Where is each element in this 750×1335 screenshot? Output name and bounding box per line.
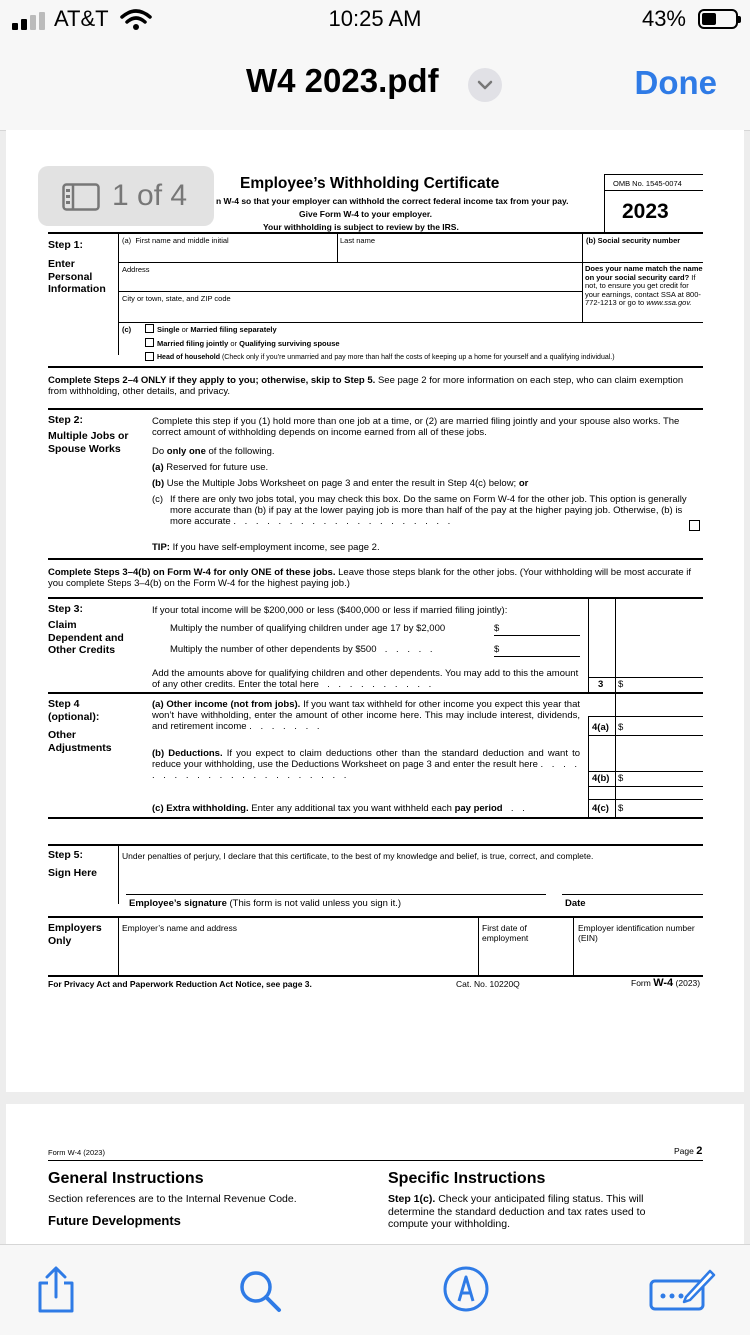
- battery-percentage: 43%: [641, 6, 686, 31]
- step3-intro: If your total income will be $200,000 or less ($400,000 or less if married filing jointly):: [152, 605, 508, 616]
- step2-option-c-label: (c): [152, 494, 164, 505]
- pdf-page-1[interactable]: [6, 130, 744, 1092]
- city-field-label: City or town, state, and ZIP code: [122, 294, 231, 303]
- ssn-note: Does your name match the name on your social security card? If not, to ensure you get credit for your earnings, contact SSA at 800-772-1213 or go to www.ssa.gov.: [585, 264, 703, 307]
- step1c-instructions: Step 1(c). Check your anticipated filing status. This will determine the standard deduction and tax rates used to compute your withholding.: [388, 1193, 646, 1230]
- privacy-notice: For Privacy Act and Paperwork Reduction Act Notice, see page 3.: [48, 979, 312, 989]
- step4-c-text: (c) Extra withholding. Enter any additional tax you want withheld each pay period . .: [152, 803, 528, 814]
- step2-option-a: (a) Reserved for future use.: [152, 462, 269, 473]
- married-jointly-option-label: Married filing jointly or Qualifying surviving spouse: [157, 339, 340, 348]
- step2-do-only-one: Do only one of the following.: [152, 446, 275, 457]
- title-menu-button[interactable]: [468, 68, 502, 102]
- step3-box-number: 3: [598, 679, 604, 690]
- form-fill-icon[interactable]: [648, 1267, 716, 1313]
- form-footer-id: Form W-4 (2023): [631, 977, 701, 989]
- step4a-box-number: 4(a): [592, 722, 609, 733]
- step4a-dollar[interactable]: $: [618, 722, 624, 733]
- step4b-box-number: 4(b): [592, 773, 610, 784]
- single-checkbox[interactable]: [145, 324, 154, 333]
- page2-page-number: Page 2: [674, 1145, 703, 1157]
- ssn-field-label: (b) Social security number: [586, 236, 681, 245]
- step1-label: Step 1:: [48, 239, 84, 251]
- page2-form-label: Form W-4 (2023): [48, 1148, 105, 1157]
- step4b-dollar[interactable]: $: [618, 773, 624, 784]
- steps-3-4b-instruction: Complete Steps 3–4(b) on Form W-4 for only ONE of these jobs. Leave those steps blank for the other jobs. (Your withholding will be most accurate if you complete Steps 3–4(b) on the Form W-4 for the highest paying job.): [48, 567, 692, 589]
- steps-2-4-instruction: Complete Steps 2–4 ONLY if they apply to you; otherwise, skip to Step 5. See page 2 for more information on each step, who can claim exemption from withholding, other details, and privacy.: [48, 375, 684, 397]
- chevron-down-icon: [468, 68, 502, 102]
- carrier-name: AT&T: [54, 6, 109, 31]
- pdf-page-2[interactable]: [6, 1104, 744, 1244]
- step5-label: Step 5:: [48, 849, 84, 861]
- step3-children-dollar: $: [494, 623, 500, 634]
- step2-intro: Complete this step if you (1) hold more than one job at a time, or (2) are married filing jointly and your spouse also works. The correct amount of withholding depends on income earned from all of these jobs.: [152, 416, 680, 438]
- step3-total-instruction: Add the amounts above for qualifying children and other dependents. You may add to this the amount of any other credits. Enter the total here . . . . . . . . . .: [152, 668, 579, 690]
- head-of-household-option-label: Head of household (Check only if you’re unmarried and pay more than half the costs of keeping up a home for yourself and a qualifying individual.): [157, 354, 615, 361]
- step2-tip: TIP: If you have self-employment income, see page 2.: [152, 542, 380, 553]
- single-option-label: Single or Married filing separately: [157, 325, 277, 334]
- done-button[interactable]: Done: [634, 64, 717, 101]
- signature-date-label[interactable]: Date: [565, 898, 586, 909]
- address-field-label: Address: [122, 265, 150, 274]
- battery-icon: [698, 9, 738, 29]
- status-bar: [0, 0, 750, 40]
- employers-only-title: Employers Only: [48, 922, 102, 947]
- markup-icon[interactable]: [442, 1265, 490, 1313]
- first-name-field-label: First name and middle initial: [135, 236, 229, 245]
- employee-signature-label[interactable]: Employee’s signature (This form is not valid unless you sign it.): [129, 898, 402, 909]
- married-jointly-checkbox[interactable]: [145, 338, 154, 347]
- document-title[interactable]: W4 2023.pdf: [246, 62, 439, 99]
- form-subtitle-3: Your withholding is subject to review by the IRS.: [263, 222, 459, 232]
- step3-title: Claim Dependent and Other Credits: [48, 619, 124, 656]
- two-jobs-checkbox[interactable]: [689, 520, 700, 531]
- step3-dependents-dollar: $: [494, 644, 500, 655]
- step3-total-dollar[interactable]: $: [618, 679, 624, 690]
- navigation-bar: [0, 40, 750, 131]
- step2-option-b: (b) Use the Multiple Jobs Worksheet on page 3 and enter the result in Step 4(c) below; or: [152, 478, 529, 489]
- step4c-dollar[interactable]: $: [618, 803, 624, 814]
- general-instructions-heading: General Instructions: [48, 1170, 204, 1187]
- step3-children-line: Multiply the number of qualifying children under age 17 by $2,000: [170, 623, 446, 634]
- step1-title: Enter Personal Information: [48, 258, 106, 295]
- clock: 10:25 AM: [328, 6, 422, 31]
- employer-name-field-label: Employer’s name and address: [122, 923, 237, 933]
- page-indicator[interactable]: [38, 166, 214, 226]
- step4-b-text: (b) Deductions. If you expect to claim deductions other than the standard deduction and want to reduce your withholding, use the Deductions Worksheet on page 3 and enter the result here . . . . . . . . . . . . . . . . . . . . . .: [152, 748, 581, 781]
- omb-number: OMB No. 1545-0074: [613, 179, 682, 188]
- page-indicator-label: 1 of 4: [112, 179, 188, 212]
- form-title: Employee’s Withholding Certificate: [240, 175, 500, 192]
- bottom-toolbar: [0, 1244, 750, 1335]
- thumbnails-icon: [62, 183, 100, 211]
- step3-label: Step 3:: [48, 603, 84, 615]
- ein-field-label: Employer identification number (EIN): [578, 923, 695, 943]
- form-subtitle-1: n W-4 so that your employer can withhold the correct federal income tax from your pay.: [216, 196, 569, 206]
- step4c-box-number: 4(c): [592, 803, 609, 814]
- step2-title: Multiple Jobs or Spouse Works: [48, 430, 129, 455]
- first-date-field-label: First date of employment: [482, 923, 529, 943]
- specific-instructions-heading: Specific Instructions: [388, 1170, 546, 1187]
- last-name-field-label: Last name: [340, 236, 376, 245]
- head-of-household-checkbox[interactable]: [145, 352, 154, 361]
- step1-c-label: (c): [122, 325, 132, 334]
- step1-a-label: (a): [122, 236, 132, 245]
- general-instructions-text: Section references are to the Internal Revenue Code.: [48, 1193, 297, 1205]
- step2-option-c: If there are only two jobs total, you may check this box. Do the same on Form W-4 for the other job. This option is generally more accurate than (b) if pay at the lower paying job is more than half of the pay at the higher paying job. Otherwise, (b) is more accurate . . . . . . . . . . . . . . . . . . . .: [170, 494, 687, 527]
- search-icon[interactable]: [236, 1267, 284, 1315]
- catalog-number: Cat. No. 10220Q: [456, 979, 520, 989]
- step4-title: Other Adjustments: [48, 729, 112, 754]
- perjury-statement: Under penalties of perjury, I declare that this certificate, to the best of my knowledge and belief, is true, correct, and complete.: [122, 851, 594, 861]
- form-subtitle-2: Give Form W-4 to your employer.: [299, 209, 433, 219]
- step2-label: Step 2:: [48, 414, 84, 426]
- share-icon[interactable]: [34, 1265, 78, 1315]
- future-developments-heading: Future Developments: [48, 1213, 181, 1228]
- step5-title: Sign Here: [48, 867, 98, 879]
- step4-label: Step 4 (optional):: [48, 698, 100, 723]
- step3-dependents-line: Multiply the number of other dependents by $500 . . . . .: [170, 644, 436, 655]
- step4-a-text: (a) Other income (not from jobs). If you want tax withheld for other income you expect this year that won’t have withholding, enter the amount of other income here. This may include interest, dividends, and retirement income . . . . . . .: [152, 699, 581, 732]
- form-year: 2023: [622, 200, 669, 223]
